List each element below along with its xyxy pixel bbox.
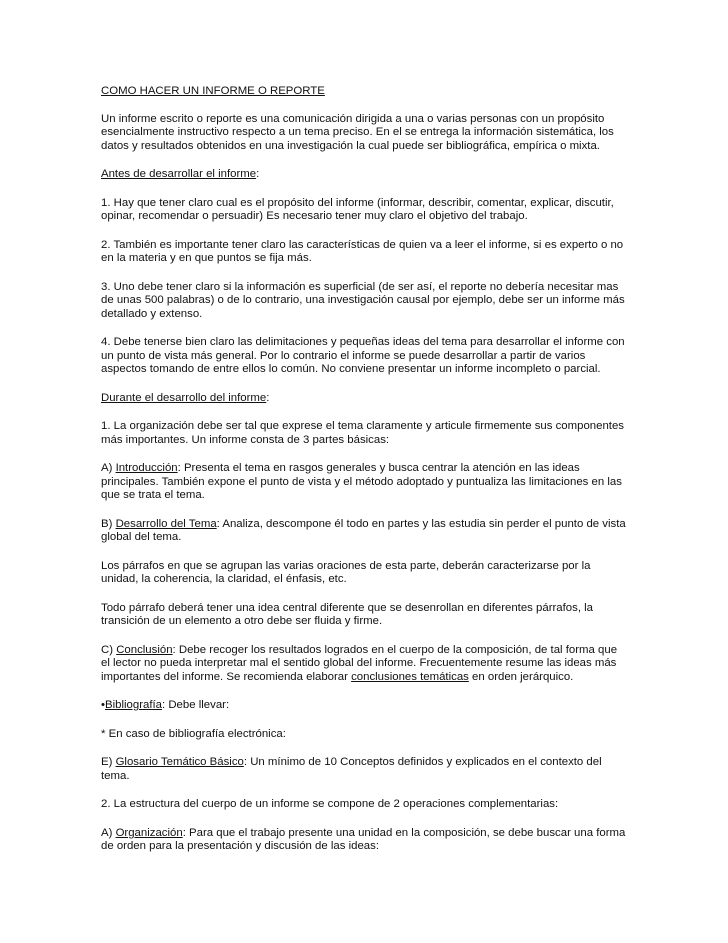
part-organizacion <box>101 827 628 854</box>
durante-paragraph-2: 2. La estructura del cuerpo de un informe se compone de 2 operaciones complementarias: <box>101 798 559 810</box>
term-glosario: Glosario Temático Básico <box>115 756 244 768</box>
document-title: COMO HACER UN INFORME O REPORTE <box>101 85 325 97</box>
item-text: : Para que el trabajo presente una unidad en la composición, se debe buscar una forma de orden para la presentación y discusión de las ideas: <box>101 826 626 852</box>
parrafos-paragraph-1: Los párrafos en que se agrupan las varias oraciones de esta parte, deberán caracterizarse por la unidad, la coherencia, la claridad, el énfasis, etc. <box>101 559 591 585</box>
bibliografia-item <box>101 699 628 713</box>
intro-paragraph: Un informe escrito o reporte es una comunicación dirigida a una o varias personas con un propósito esencialmente instructivo respecto a un tema preciso. En el se entrega la información sistemática, los datos y resultados obtenidos en una investigación la cual puede ser bibliográfica, empírica o mixta. <box>101 112 614 152</box>
term-organizacion: Organización <box>115 826 183 839</box>
item-prefix: B) <box>101 517 116 530</box>
item-prefix: A) <box>101 826 116 839</box>
part-desarrollo <box>101 518 628 545</box>
antes-item-2: 2. También es importante tener claro las características de quien va a leer el informe, si es experto o no en la materia y en que puntos se fija más. <box>101 238 624 264</box>
part-glosario <box>101 756 628 783</box>
item-text: : Debe llevar: <box>162 699 230 711</box>
section-heading-antes <box>101 168 628 182</box>
bullet-icon: • <box>101 699 105 711</box>
antes-item-4: 4. Debe tenerse bien claro las delimitaciones y pequeñas ideas del tema para desarrollar el informe con un punto de vista más general. Por lo contrario el informe se puede desarrollar a partir de varios aspectos tomando de entre ellos lo común. No conviene presentar un informe incompleto o parcial. <box>101 336 625 375</box>
part-introduccion <box>101 462 628 503</box>
section-heading-antes-text: Antes de desarrollar el informe <box>101 168 257 180</box>
item-text: : Un mínimo de 10 Conceptos definidos y explicados en el contexto del tema. <box>101 756 602 782</box>
antes-item-1: 1. Hay que tener claro cual es el propósito del informe (informar, describir, comentar, explicar, discutir, opinar, recomendar o persuadir) Es necesario tener muy claro el objetivo del trabajo. <box>101 196 614 222</box>
antes-item-3: 3. Uno debe tener claro si la información es superficial (de ser así, el reporte no debería necesitar mas de unas 500 palabras) o de lo contrario, una investigación causal por ejemplo, debe ser un informe más detallado y extenso. <box>101 280 625 320</box>
parrafos-paragraph-2: Todo párrafo deberá tener una idea central diferente que se desenrollan en diferentes párrafos, la transición de un elemento a otro debe ser fluida y firme. <box>101 601 594 627</box>
term-desarrollo: Desarrollo del Tema <box>115 517 217 530</box>
part-conclusion <box>101 644 628 685</box>
conclusiones-tematicas-link[interactable]: conclusiones temáticas <box>351 670 469 683</box>
heading-colon: : <box>266 391 270 404</box>
heading-colon: : <box>256 168 260 180</box>
item-text-end: en orden jerárquico. <box>468 670 574 683</box>
term-conclusion: Conclusión <box>116 643 173 656</box>
item-prefix: C) <box>101 643 117 656</box>
bibliografia-electronica: * En caso de bibliografía electrónica: <box>101 727 286 740</box>
item-text: : Presenta el tema en rasgos generales y busca centrar la atención en las ideas principales. También expone el punto de vista y el método adoptado y puntualiza las limitaciones en las que se trata el tema. <box>101 462 622 501</box>
item-text: : Analiza, descompone él todo en partes y las estudia sin perder el punto de vista global del tema. <box>101 517 626 543</box>
durante-paragraph-1: 1. La organización debe ser tal que exprese el tema claramente y articule firmemente sus componentes más importantes. Un informe consta de 3 partes básicas: <box>101 420 624 446</box>
item-prefix: E) <box>101 756 116 768</box>
item-text: : Debe recoger los resultados logrados en el cuerpo de la composición, de tal forma que el lector no pueda interpretar mal el sentido global del informe. Frecuentemente resume las ideas más importantes del informe. Se recomienda elaborar <box>101 643 618 683</box>
item-prefix: A) <box>101 462 116 474</box>
term-bibliografia: Bibliografía <box>105 699 162 711</box>
section-heading-durante-text: Durante el desarrollo del informe <box>101 391 267 404</box>
term-introduccion: Introducción <box>115 462 178 474</box>
section-heading-durante <box>101 392 628 406</box>
